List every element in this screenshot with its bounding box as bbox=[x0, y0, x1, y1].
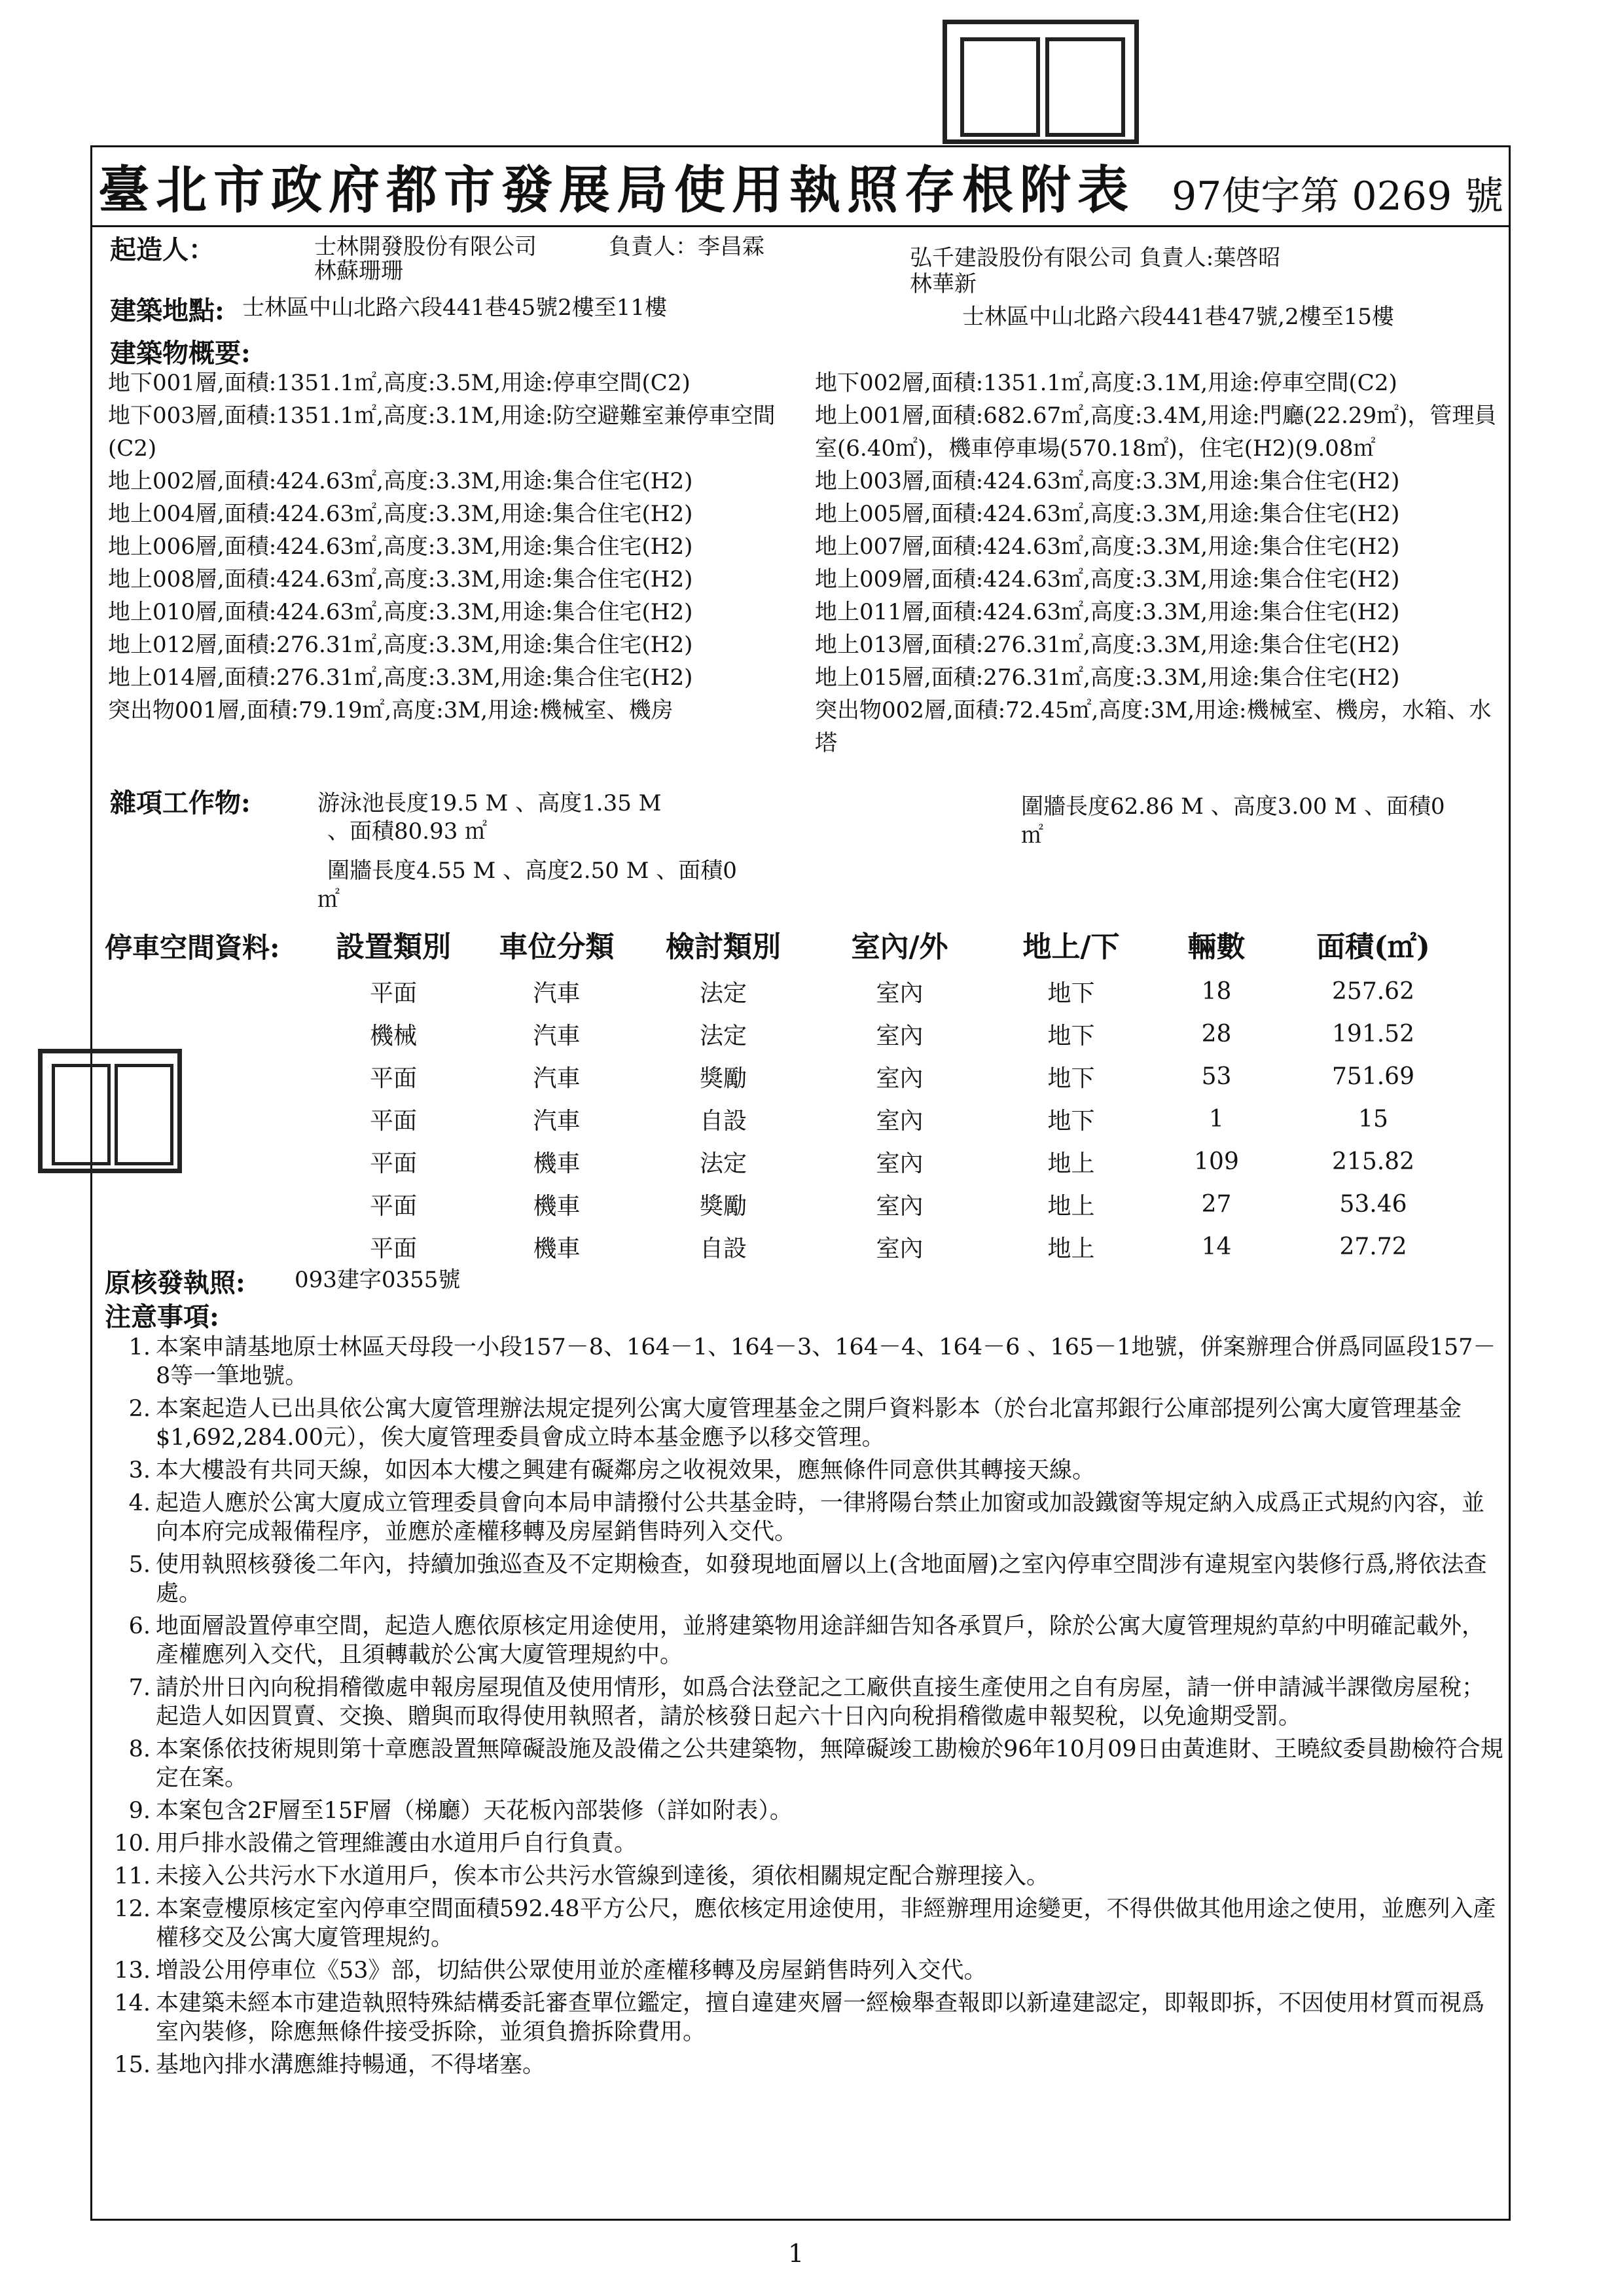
table-cell: 室內 bbox=[876, 1023, 924, 1049]
floor-row: 地上006層,面積:424.63㎡,高度:3.3M,用途:集合住宅(H2) bbox=[108, 534, 693, 560]
parking-header-cell: 車位分類 bbox=[499, 930, 615, 964]
misc-left-item1a: 游泳池長度19.5 M 、高度1.35 M bbox=[317, 790, 662, 816]
note-text: 本案申請基地原士林區天母段一小段157－8、164－1、164－3、164－4、164－6 、165－1地號，併案辦理合併爲同區段157－8等一筆地號。 bbox=[156, 1334, 1496, 1389]
table-cell: 地上 bbox=[1047, 1235, 1095, 1262]
table-cell: 27 bbox=[1201, 1191, 1232, 1218]
note-number: 6. bbox=[128, 1613, 151, 1639]
site-right-address: 士林區中山北路六段441巷47號,2樓至15樓 bbox=[962, 304, 1394, 330]
table-cell: 平面 bbox=[369, 1108, 417, 1135]
floor-row: 地上014層,面積:276.31㎡,高度:3.3M,用途:集合住宅(H2) bbox=[108, 665, 693, 691]
floor-row: 突出物001層,面積:79.19㎡,高度:3M,用途:機械室、機房 bbox=[108, 697, 674, 723]
table-row bbox=[98, 1013, 1469, 1055]
table-cell: 地上 bbox=[1047, 1150, 1095, 1177]
note-item bbox=[111, 1989, 1505, 2047]
parking-header-cell: 設置類別 bbox=[336, 930, 451, 964]
table-cell: 室內 bbox=[876, 1065, 924, 1092]
note-text: 基地內排水溝應維持暢通，不得堵塞。 bbox=[156, 2052, 546, 2078]
original-permit-label: 原核發執照: bbox=[105, 1267, 245, 1298]
note-text: 本案包含2F層至15F層（梯廳）天花板內部裝修（詳如附表）。 bbox=[156, 1798, 793, 1824]
note-number: 1. bbox=[128, 1334, 151, 1360]
table-cell: 汽車 bbox=[533, 1065, 581, 1092]
floor-row: 地上004層,面積:424.63㎡,高度:3.3M,用途:集合住宅(H2) bbox=[108, 501, 693, 527]
table-cell: 14 bbox=[1201, 1233, 1232, 1260]
note-number: 10. bbox=[114, 1831, 151, 1857]
note-item bbox=[111, 1550, 1505, 1608]
note-item bbox=[111, 1673, 1505, 1731]
permit-number: 97使字第 0269 號 bbox=[1172, 173, 1504, 219]
note-text: 本大樓設有共同天線，如因本大樓之興建有礙鄰房之收視效果，應無條件同意供其轉接天線。 bbox=[156, 1457, 1096, 1484]
table-cell: 27.72 bbox=[1339, 1233, 1407, 1260]
builder-left-company: 士林開發股份有限公司 bbox=[314, 234, 537, 260]
misc-left-item1b: 、面積80.93 ㎡ bbox=[327, 818, 488, 845]
note-item bbox=[111, 1796, 1505, 1825]
table-cell: 平面 bbox=[369, 980, 417, 1007]
note-text: 本案係依技術規則第十章應設置無障礙設施及設備之公共建築物，無障礙竣工勘檢於96年10月09日由黃進財、王曉紋委員勘檢符合規定在案。 bbox=[156, 1736, 1503, 1791]
note-number: 11. bbox=[114, 1863, 151, 1889]
table-cell: 53 bbox=[1201, 1063, 1232, 1090]
table-row bbox=[98, 1140, 1469, 1183]
table-cell: 機械 bbox=[369, 1023, 417, 1049]
floor-row: 地上007層,面積:424.63㎡,高度:3.3M,用途:集合住宅(H2) bbox=[815, 534, 1400, 560]
note-item bbox=[111, 1489, 1505, 1546]
table-cell: 獎勵 bbox=[699, 1065, 747, 1092]
table-cell: 法定 bbox=[699, 1150, 747, 1177]
table-cell: 257.62 bbox=[1332, 978, 1414, 1005]
parking-header-cell: 檢討類別 bbox=[666, 930, 781, 964]
table-cell: 室內 bbox=[876, 1235, 924, 1262]
note-number: 7. bbox=[128, 1675, 151, 1701]
floor-row: 地上015層,面積:276.31㎡,高度:3.3M,用途:集合住宅(H2) bbox=[815, 665, 1400, 691]
note-number: 14. bbox=[114, 1990, 151, 2016]
note-number: 15. bbox=[114, 2052, 151, 2078]
misc-right-item1a: 圍牆長度62.86 M 、高度3.00 M 、面積0 bbox=[1021, 793, 1445, 820]
misc-left-item2a: 圍牆長度4.55 M 、高度2.50 M 、面積0 bbox=[327, 858, 737, 884]
table-row bbox=[98, 1098, 1469, 1140]
note-text: 未接入公共污水下水道用戶，俟本市公共污水管線到達後，須依相關規定配合辦理接入。 bbox=[156, 1863, 1050, 1889]
note-number: 2. bbox=[128, 1396, 151, 1422]
note-text: 本建築未經本市建造執照特殊結構委託審查單位鑑定，擅自違建夾層一經檢舉查報即以新違建認定，即報即拆，不因使用材質而視爲室內裝修，除應無條件接受拆除，並須負擔拆除費用。 bbox=[156, 1990, 1485, 2045]
table-row bbox=[98, 1183, 1469, 1226]
builder-right-company: 弘千建設股份有限公司 負責人:葉啓昭 bbox=[910, 245, 1281, 271]
floor-row: 地上012層,面積:276.31㎡,高度:3.3M,用途:集合住宅(H2) bbox=[108, 632, 693, 658]
note-item bbox=[111, 1956, 1505, 1985]
floor-row: 地上008層,面積:424.63㎡,高度:3.3M,用途:集合住宅(H2) bbox=[108, 566, 693, 592]
table-cell: 15 bbox=[1358, 1106, 1388, 1133]
note-number: 5. bbox=[128, 1552, 151, 1578]
parking-table bbox=[98, 918, 1469, 1268]
floor-row: 突出物002層,面積:72.45㎡,高度:3M,用途:機械室、機房，水箱、水塔 bbox=[815, 697, 1492, 756]
overview-right-column bbox=[815, 367, 1509, 759]
table-cell: 109 bbox=[1194, 1148, 1239, 1175]
table-cell: 191.52 bbox=[1332, 1021, 1414, 1048]
table-cell: 自設 bbox=[699, 1235, 747, 1262]
note-item bbox=[111, 2050, 1505, 2079]
page-number: 1 bbox=[788, 2239, 804, 2268]
builder-left-rep2: 林蘇珊珊 bbox=[314, 258, 403, 284]
table-cell: 自設 bbox=[699, 1108, 747, 1135]
floor-row: 地上002層,面積:424.63㎡,高度:3.3M,用途:集合住宅(H2) bbox=[108, 468, 693, 494]
note-text: 用戶排水設備之管理維護由水道用戶自行負責。 bbox=[156, 1831, 638, 1857]
parking-label: 停車空間資料: bbox=[105, 932, 280, 964]
site-left-address: 士林區中山北路六段441巷45號2樓至11樓 bbox=[242, 295, 668, 321]
floor-row: 地上013層,面積:276.31㎡,高度:3.3M,用途:集合住宅(H2) bbox=[815, 632, 1400, 658]
note-number: 3. bbox=[128, 1457, 151, 1484]
table-cell: 18 bbox=[1201, 978, 1232, 1005]
table-cell: 地下 bbox=[1047, 1065, 1095, 1092]
table-cell: 獎勵 bbox=[699, 1193, 747, 1220]
note-item bbox=[111, 1456, 1505, 1485]
table-cell: 53.46 bbox=[1339, 1191, 1407, 1218]
floor-row: 地上005層,面積:424.63㎡,高度:3.3M,用途:集合住宅(H2) bbox=[815, 501, 1400, 527]
top-seal-stamp bbox=[943, 20, 1139, 144]
note-text: 使用執照核發後二年內，持續加強巡查及不定期檢查，如發現地面層以上(含地面層)之室內停車空間涉有違規室內裝修行爲,將依法查處。 bbox=[156, 1552, 1487, 1607]
table-row bbox=[98, 970, 1469, 1013]
floor-row: 地下002層,面積:1351.1㎡,高度:3.1M,用途:停車空間(C2) bbox=[815, 370, 1397, 396]
note-item bbox=[111, 1333, 1505, 1391]
parking-header-cell: 輛數 bbox=[1187, 930, 1246, 964]
table-cell: 室內 bbox=[876, 1150, 924, 1177]
note-item bbox=[111, 1735, 1505, 1793]
document-title: 臺北市政府都市發展局使用執照存根附表 bbox=[98, 160, 1136, 220]
note-text: 地面層設置停車空間，起造人應依原核定用途使用，並將建築物用途詳細告知各承買戶，除於公寓大廈管理規約草約中明確記載外，產權應列入交代，且須轉載於公寓大廈管理規約中。 bbox=[156, 1613, 1485, 1668]
table-cell: 機車 bbox=[533, 1193, 581, 1220]
overview-left-column bbox=[108, 367, 812, 727]
floor-row: 地上010層,面積:424.63㎡,高度:3.3M,用途:集合住宅(H2) bbox=[108, 599, 693, 625]
note-item bbox=[111, 1862, 1505, 1891]
misc-label: 雜項工作物: bbox=[110, 788, 251, 818]
floor-row: 地下001層,面積:1351.1㎡,高度:3.5M,用途:停車空間(C2) bbox=[108, 370, 691, 396]
table-cell: 汽車 bbox=[533, 1023, 581, 1049]
table-cell: 機車 bbox=[533, 1150, 581, 1177]
table-cell: 平面 bbox=[369, 1193, 417, 1220]
table-cell: 751.69 bbox=[1332, 1063, 1414, 1090]
table-cell: 地下 bbox=[1047, 1023, 1095, 1049]
note-number: 9. bbox=[128, 1798, 151, 1824]
table-cell: 法定 bbox=[699, 1023, 747, 1049]
floor-row: 地下003層,面積:1351.1㎡,高度:3.1M,用途:防空避難室兼停車空間(C2) bbox=[108, 403, 776, 462]
notes-label: 注意事項: bbox=[105, 1302, 219, 1332]
note-text: 請於卅日內向稅捐稽徵處申報房屋現值及使用情形，如爲合法登記之工廠供直接生產使用之自有房屋，請一併申請減半課徵房屋稅；起造人如因買賣、交換、贈與而取得使用執照者，請於核發日起六十日內向稅捐稽徵處申報契稅，以免逾期受罰。 bbox=[156, 1675, 1485, 1730]
floor-row: 地上011層,面積:424.63㎡,高度:3.3M,用途:集合住宅(H2) bbox=[815, 599, 1400, 625]
overview-label: 建築物概要: bbox=[110, 338, 251, 369]
table-cell: 平面 bbox=[369, 1235, 417, 1262]
builder-label: 起造人： bbox=[110, 234, 215, 265]
parking-header-cell: 面積(㎡) bbox=[1316, 930, 1430, 964]
table-cell: 地上 bbox=[1047, 1193, 1095, 1220]
title-divider bbox=[90, 225, 1511, 227]
floor-row: 地上003層,面積:424.63㎡,高度:3.3M,用途:集合住宅(H2) bbox=[815, 468, 1400, 494]
floor-row: 地上009層,面積:424.63㎡,高度:3.3M,用途:集合住宅(H2) bbox=[815, 566, 1400, 592]
table-cell: 地下 bbox=[1047, 980, 1095, 1007]
table-cell: 室內 bbox=[876, 1108, 924, 1135]
table-cell: 平面 bbox=[369, 1150, 417, 1177]
table-row bbox=[98, 1226, 1469, 1268]
misc-right-item1b: ㎡ bbox=[1021, 822, 1043, 848]
table-cell: 機車 bbox=[533, 1235, 581, 1262]
note-text: 增設公用停車位《53》部，切結供公眾使用並於產權移轉及房屋銷售時列入交代。 bbox=[156, 1958, 987, 1984]
parking-header-cell: 室內/外 bbox=[851, 930, 948, 964]
note-number: 4. bbox=[128, 1490, 151, 1516]
table-cell: 1 bbox=[1209, 1106, 1224, 1133]
note-item bbox=[111, 1895, 1505, 1952]
table-cell: 28 bbox=[1201, 1021, 1232, 1048]
table-cell: 地下 bbox=[1047, 1108, 1095, 1135]
table-cell: 室內 bbox=[876, 980, 924, 1007]
table-cell: 室內 bbox=[876, 1193, 924, 1220]
note-text: 本案壹樓原核定室內停車空間面積592.48平方公尺，應依核定用途使用，非經辦理用途變更，不得供做其他用途之使用，並應列入產權移交及公寓大廈管理規約。 bbox=[156, 1896, 1496, 1951]
site-label: 建築地點: bbox=[110, 295, 225, 326]
note-item bbox=[111, 1394, 1505, 1452]
note-item bbox=[111, 1612, 1505, 1669]
note-item bbox=[111, 1829, 1505, 1858]
parking-header-row bbox=[98, 918, 1469, 970]
floor-row: 地上001層,面積:682.67㎡,高度:3.4M,用途:門廳(22.29㎡)，管理員室(6.40㎡)，機車停車場(570.18㎡)，住宅(H2)(9.08㎡ bbox=[815, 403, 1497, 462]
note-text: 本案起造人已出具依公寓大廈管理辦法規定提列公寓大廈管理基金之開戶資料影本（於台北富邦銀行公庫部提列公寓大廈管理基金$1,692,284.00元），俟大廈管理委員會成立時本基金應予以移交管理。 bbox=[156, 1396, 1462, 1451]
table-cell: 平面 bbox=[369, 1065, 417, 1092]
table-cell: 215.82 bbox=[1332, 1148, 1414, 1175]
table-row bbox=[98, 1055, 1469, 1098]
note-number: 13. bbox=[114, 1958, 151, 1984]
table-cell: 汽車 bbox=[533, 980, 581, 1007]
notes-list bbox=[111, 1333, 1505, 2083]
parking-header-cell: 地上/下 bbox=[1022, 930, 1120, 964]
table-cell: 汽車 bbox=[533, 1108, 581, 1135]
original-permit-value: 093建字0355號 bbox=[295, 1267, 461, 1293]
note-number: 8. bbox=[128, 1736, 151, 1762]
note-text: 起造人應於公寓大廈成立管理委員會向本局申請撥付公共基金時，一律將陽台禁止加窗或加設鐵窗等規定納入成爲正式規約內容，並向本府完成報備程序，並應於產權移轉及房屋銷售時列入交代。 bbox=[156, 1490, 1485, 1545]
note-number: 12. bbox=[114, 1896, 151, 1922]
builder-left-rep: 負責人：李昌霖 bbox=[609, 234, 764, 260]
table-cell: 法定 bbox=[699, 980, 747, 1007]
misc-left-item2b: ㎡ bbox=[317, 886, 340, 913]
builder-right-rep2: 林華新 bbox=[910, 271, 977, 297]
